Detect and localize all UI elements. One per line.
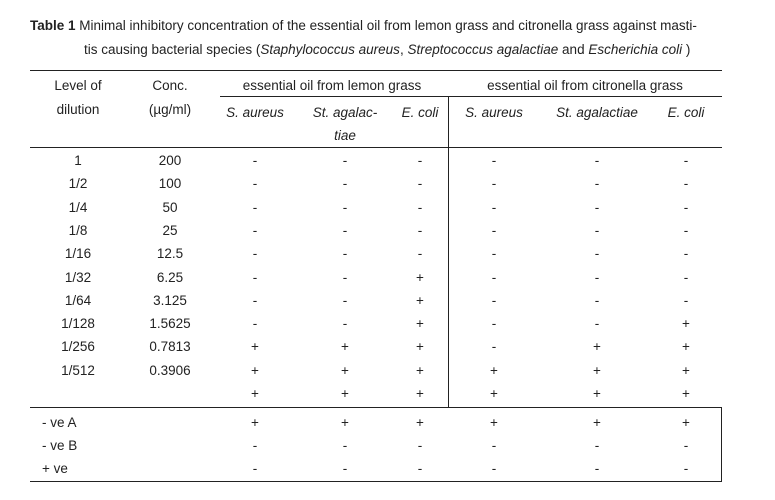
row-result: - bbox=[594, 153, 600, 168]
caption-sep-2: and bbox=[558, 42, 589, 57]
row-result: - bbox=[342, 176, 348, 192]
row-result: - bbox=[342, 292, 348, 308]
control-result: - bbox=[683, 461, 689, 476]
row-result: - bbox=[491, 339, 497, 355]
control-result: - bbox=[252, 438, 258, 453]
row-conc: 25 bbox=[162, 222, 178, 238]
row-result: - bbox=[252, 153, 258, 168]
row-result: + bbox=[416, 292, 424, 308]
header-sub-5: St. agalactiae bbox=[556, 105, 638, 120]
row-result: - bbox=[491, 246, 497, 262]
row-result: - bbox=[252, 269, 258, 285]
row-result: - bbox=[594, 269, 600, 285]
row-result: + bbox=[682, 386, 690, 401]
row-result: - bbox=[683, 246, 689, 262]
row-level: 1/256 bbox=[61, 339, 95, 355]
row-result: - bbox=[491, 316, 497, 332]
header-conc-unit: (µg/ml) bbox=[148, 102, 192, 117]
row-result: - bbox=[342, 246, 348, 262]
row-level: 1/32 bbox=[64, 269, 92, 285]
row-result: + bbox=[593, 339, 601, 355]
header-sub-3: E. coli bbox=[401, 105, 439, 120]
row-result: - bbox=[683, 222, 689, 238]
control-result: - bbox=[342, 438, 348, 453]
bottom-rule bbox=[30, 481, 722, 482]
row-result: - bbox=[594, 292, 600, 308]
row-result: - bbox=[491, 199, 497, 215]
header-conc: Conc. bbox=[152, 78, 188, 93]
row-result: - bbox=[342, 222, 348, 238]
row-result: + bbox=[416, 269, 424, 285]
row-result: - bbox=[491, 153, 497, 168]
caption-label: Table 1 bbox=[30, 18, 76, 33]
row-result: - bbox=[594, 316, 600, 332]
caption-sep-1: , bbox=[399, 42, 408, 57]
row-result: - bbox=[594, 222, 600, 238]
control-result: + bbox=[251, 415, 259, 430]
row-result: - bbox=[417, 246, 423, 262]
row-result: - bbox=[252, 199, 258, 215]
row-conc: 50 bbox=[162, 199, 178, 215]
row-result: + bbox=[251, 386, 259, 401]
control-result: - bbox=[417, 438, 423, 453]
header-bottom-rule bbox=[30, 147, 722, 148]
header-group-citronella: essential oil from citronella grass bbox=[487, 78, 683, 93]
control-result: - bbox=[683, 438, 689, 453]
row-level: 1/64 bbox=[64, 292, 92, 308]
row-result: + bbox=[416, 386, 424, 401]
header-sub-2: St. agalac- bbox=[312, 105, 378, 120]
control-label: - ve B bbox=[42, 438, 78, 453]
header-sub-1: S. aureus bbox=[226, 105, 284, 120]
caption-species-2: Streptococcus agalactiae bbox=[407, 42, 559, 57]
control-result: - bbox=[342, 461, 348, 476]
caption-text-2: tis causing bacterial species ( bbox=[84, 42, 261, 57]
row-conc: 0.7813 bbox=[149, 339, 191, 355]
control-label: + ve bbox=[42, 461, 68, 476]
row-result: - bbox=[683, 199, 689, 215]
header-group-lemon: essential oil from lemon grass bbox=[242, 78, 422, 93]
row-level: 1/128 bbox=[61, 316, 95, 332]
row-result: - bbox=[683, 292, 689, 308]
row-level: 1/2 bbox=[68, 176, 88, 192]
row-result: + bbox=[251, 362, 259, 378]
row-result: - bbox=[252, 222, 258, 238]
control-result: - bbox=[417, 461, 423, 476]
row-result: - bbox=[594, 199, 600, 215]
row-result: - bbox=[417, 176, 423, 192]
row-result: - bbox=[683, 269, 689, 285]
row-result: + bbox=[682, 316, 690, 332]
row-result: - bbox=[342, 269, 348, 285]
group-rule bbox=[220, 96, 722, 97]
row-result: + bbox=[490, 362, 498, 378]
row-result: - bbox=[683, 153, 689, 168]
row-conc: 0.3906 bbox=[149, 362, 191, 378]
control-result: - bbox=[491, 438, 497, 453]
control-result: + bbox=[341, 415, 349, 430]
top-rule bbox=[30, 70, 722, 71]
header-sub-6: E. coli bbox=[667, 105, 705, 120]
row-result: - bbox=[491, 292, 497, 308]
header-sub-2-cont: tiae bbox=[334, 128, 356, 143]
row-conc: 100 bbox=[158, 176, 182, 192]
row-result: - bbox=[594, 176, 600, 192]
header-level: Level of bbox=[54, 78, 102, 93]
controls-right-border bbox=[721, 407, 722, 482]
row-result: - bbox=[594, 246, 600, 262]
caption-end: ) bbox=[682, 42, 691, 57]
control-result: - bbox=[252, 461, 258, 476]
control-label: - ve A bbox=[42, 415, 77, 430]
row-result: - bbox=[417, 222, 423, 238]
row-conc: 3.125 bbox=[153, 292, 187, 308]
row-result: - bbox=[342, 153, 348, 168]
control-result: - bbox=[594, 461, 600, 476]
row-result: + bbox=[682, 339, 690, 355]
row-conc: 1.5625 bbox=[149, 316, 191, 332]
row-conc: 12.5 bbox=[156, 246, 184, 262]
row-result: - bbox=[683, 176, 689, 192]
caption-species-1: Staphylococcus aureus bbox=[260, 42, 400, 57]
row-result: - bbox=[252, 246, 258, 262]
control-result: + bbox=[682, 415, 690, 430]
table-caption bbox=[30, 14, 750, 62]
group-divider bbox=[448, 96, 449, 407]
row-level: 1/8 bbox=[68, 222, 88, 238]
row-result: - bbox=[491, 222, 497, 238]
row-level: 1/4 bbox=[68, 199, 88, 215]
row-result: - bbox=[491, 269, 497, 285]
row-result: + bbox=[416, 316, 424, 332]
row-result: - bbox=[342, 316, 348, 332]
row-result: - bbox=[342, 199, 348, 215]
row-level: 1/512 bbox=[61, 362, 95, 378]
control-result: - bbox=[594, 438, 600, 453]
row-result: - bbox=[252, 316, 258, 332]
control-result: + bbox=[416, 415, 424, 430]
row-result: + bbox=[341, 386, 349, 401]
row-result: - bbox=[252, 176, 258, 192]
row-result: + bbox=[490, 386, 498, 401]
control-result: + bbox=[490, 415, 498, 430]
row-result: + bbox=[341, 362, 349, 378]
caption-species-3: Escherichia coli bbox=[588, 42, 683, 57]
row-result: + bbox=[682, 362, 690, 378]
row-result: + bbox=[416, 339, 424, 355]
row-result: - bbox=[252, 292, 258, 308]
header-sub-4: S. aureus bbox=[465, 105, 523, 120]
row-level: 1/16 bbox=[64, 246, 92, 262]
row-conc: 200 bbox=[158, 153, 182, 168]
header-level-2: dilution bbox=[56, 102, 100, 117]
row-level: 1 bbox=[74, 153, 82, 168]
control-result: - bbox=[491, 461, 497, 476]
controls-top-rule bbox=[30, 407, 722, 408]
row-result: + bbox=[593, 386, 601, 401]
row-result: + bbox=[251, 339, 259, 355]
row-result: - bbox=[417, 199, 423, 215]
row-result: - bbox=[417, 153, 423, 168]
row-result: + bbox=[593, 362, 601, 378]
row-result: + bbox=[416, 362, 424, 378]
caption-text: Minimal inhibitory concentration of the essential oil from lemon grass and citronella grass against masti- bbox=[79, 18, 697, 33]
row-conc: 6.25 bbox=[156, 269, 184, 285]
control-result: + bbox=[593, 415, 601, 430]
row-result: - bbox=[491, 176, 497, 192]
row-result: + bbox=[341, 339, 349, 355]
